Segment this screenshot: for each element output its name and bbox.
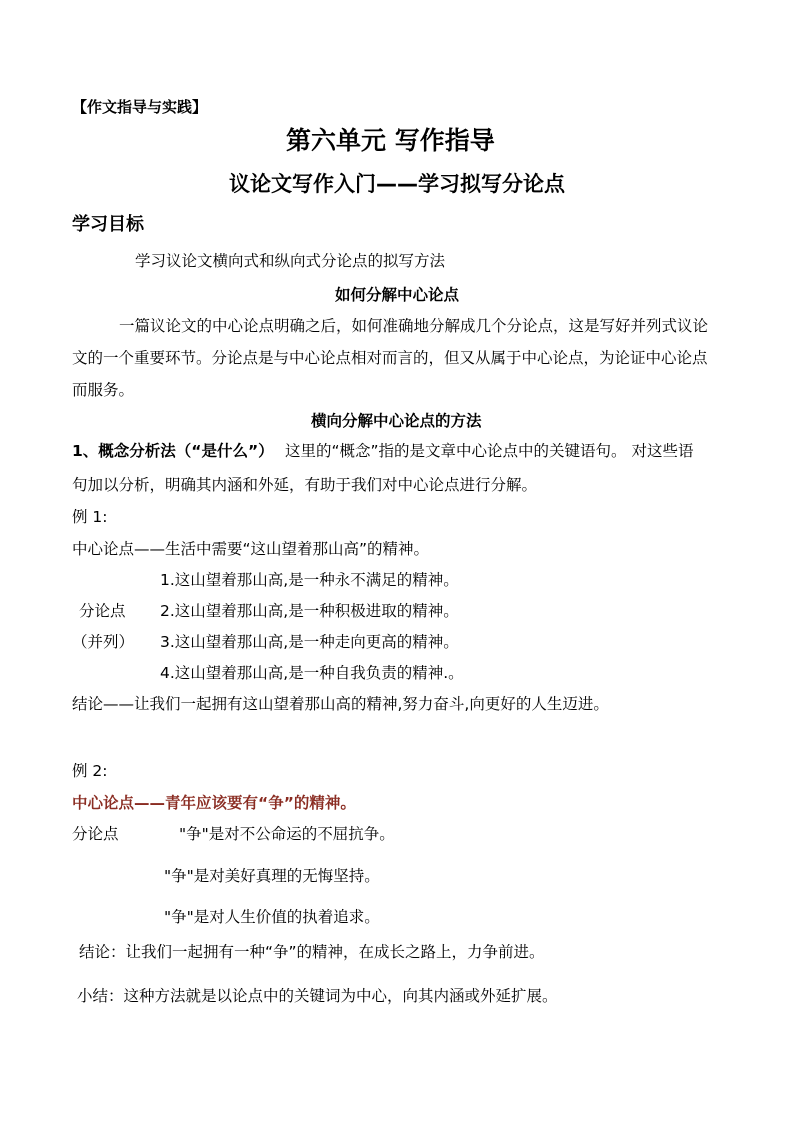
- example1-conclusion: 结论——让我们一起拥有这山望着那山高的精神,努力奋斗,向更好的人生迈进。: [72, 695, 609, 713]
- example1-thesis: 中心论点——生活中需要“这山望着那山高”的精神。: [72, 540, 430, 558]
- example2-point-3: "争"是对人生价值的执着追求。: [164, 908, 380, 926]
- example1-point-3: 3.这山望着那山高,是一种走向更高的精神。: [160, 633, 459, 651]
- page-subtitle: 议论文写作入门——学习拟写分论点: [229, 172, 565, 196]
- example2-summary: 小结：这种方法就是以论点中的关键词为中心，向其内涵或外延扩展。: [77, 987, 558, 1005]
- example2-conclusion: 结论：让我们一起拥有一种“争”的精神，在成长之路上，力争前进。: [79, 943, 545, 961]
- section-tag: 【作文指导与实践】: [72, 98, 208, 116]
- part1-line-2: 文的一个重要环节。分论点是与中心论点相对而言的，但又从属于中心论点，为论证中心论点: [72, 349, 708, 367]
- example2-thesis: 中心论点——青年应该要有“争”的精神。: [72, 794, 356, 812]
- example1-sub-label: 分论点: [79, 602, 126, 620]
- example1-point-4: 4.这山望着那山高,是一种自我负责的精神.。: [160, 664, 464, 682]
- objective-heading: 学习目标: [72, 214, 144, 235]
- example1-sub-label-2: （并列）: [72, 633, 135, 651]
- objective-text: 学习议论文横向式和纵向式分论点的拟写方法: [135, 252, 446, 270]
- method-text-2: 句加以分析，明确其内涵和外延，有助于我们对中心论点进行分解。: [72, 476, 538, 494]
- part1-heading: 如何分解中心论点: [335, 286, 460, 304]
- example1-point-2: 2.这山望着那山高,是一种积极进取的精神。: [160, 602, 459, 620]
- part1-line-3: 而服务。: [72, 381, 135, 399]
- example2-point-1: "争"是对不公命运的不屈抗争。: [179, 825, 395, 843]
- example1-point-1: 1.这山望着那山高,是一种永不满足的精神。: [160, 571, 459, 589]
- method-text: 这里的“概念”指的是文章中心论点中的关键语句。 对这些语: [285, 442, 694, 460]
- example1-label: 例 1:: [72, 508, 108, 526]
- page-title: 第六单元 写作指导: [286, 126, 495, 155]
- example2-label: 例 2:: [72, 762, 108, 780]
- method-title: 1、概念分析法（“是什么”）: [72, 442, 274, 460]
- part1-line-1: 一篇议论文的中心论点明确之后，如何准确地分解成几个分论点，这是写好并列式议论: [119, 317, 709, 335]
- example2-sub-label: 分论点: [72, 825, 119, 843]
- example2-point-2: "争"是对美好真理的无悔坚持。: [164, 867, 380, 885]
- part2-heading: 横向分解中心论点的方法: [311, 412, 482, 430]
